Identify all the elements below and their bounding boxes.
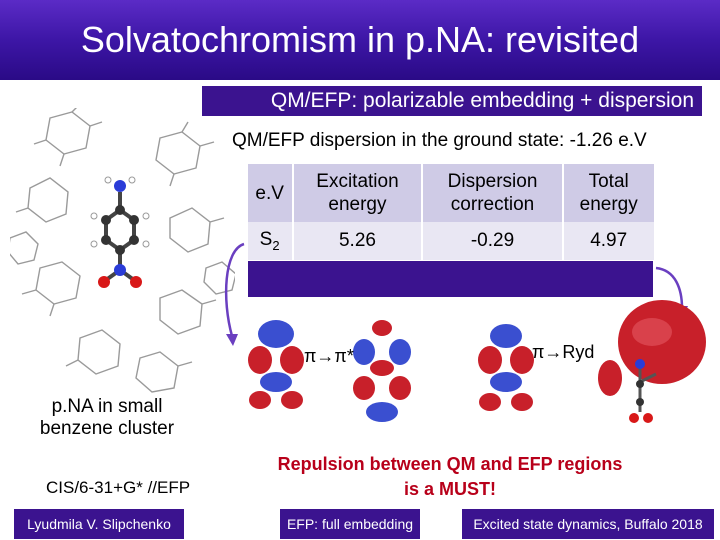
footer-author: Lyudmila V. Slipchenko — [14, 509, 184, 539]
slide-title: Solvatochromism in p.NA: revisited — [80, 19, 640, 60]
cell-total: 4.97 — [563, 222, 654, 261]
cell-state: $S_2$ — [248, 222, 293, 261]
orbital-rydberg-image — [590, 292, 710, 424]
cell-dispersion: -0.29 — [422, 222, 563, 261]
molecular-cluster-image — [10, 108, 235, 400]
header-ev: e.V — [248, 164, 293, 222]
ground-state-note: QM/EFP dispersion in the ground state: -1.26 e.V — [232, 130, 647, 151]
subtitle-banner: QM/EFP: polarizable embedding + dispersion — [202, 86, 702, 116]
table-header-row — [248, 164, 654, 222]
footer-middle: EFP: full embedding — [280, 509, 420, 539]
repulsion-note: Repulsion between QM and EFP regions is a MUST! — [277, 454, 623, 499]
header-dispersion-correction: Dispersion correction — [422, 164, 563, 222]
orbital-pi-image — [246, 316, 306, 412]
table-row-s2 — [248, 222, 654, 261]
orbital-label-pi-pistar: π→π* — [304, 346, 354, 366]
method-label: CIS/6-31+G* //EFP — [46, 478, 191, 497]
header-excitation-energy: Excitation energy — [293, 164, 422, 222]
cell-excitation: 5.26 — [293, 222, 422, 261]
header-total-energy: Total energy — [563, 164, 654, 222]
title-bar — [0, 0, 720, 80]
orbital-label-pi-ryd: π→Ryd — [532, 342, 595, 362]
results-table — [247, 164, 654, 298]
orbital-pi-2-image — [476, 320, 536, 416]
footer-right: Excited state dynamics, Buffalo 2018 — [462, 509, 714, 539]
orbital-pistar-image — [352, 316, 412, 424]
cluster-label: p.NA in small benzene cluster — [39, 396, 175, 439]
